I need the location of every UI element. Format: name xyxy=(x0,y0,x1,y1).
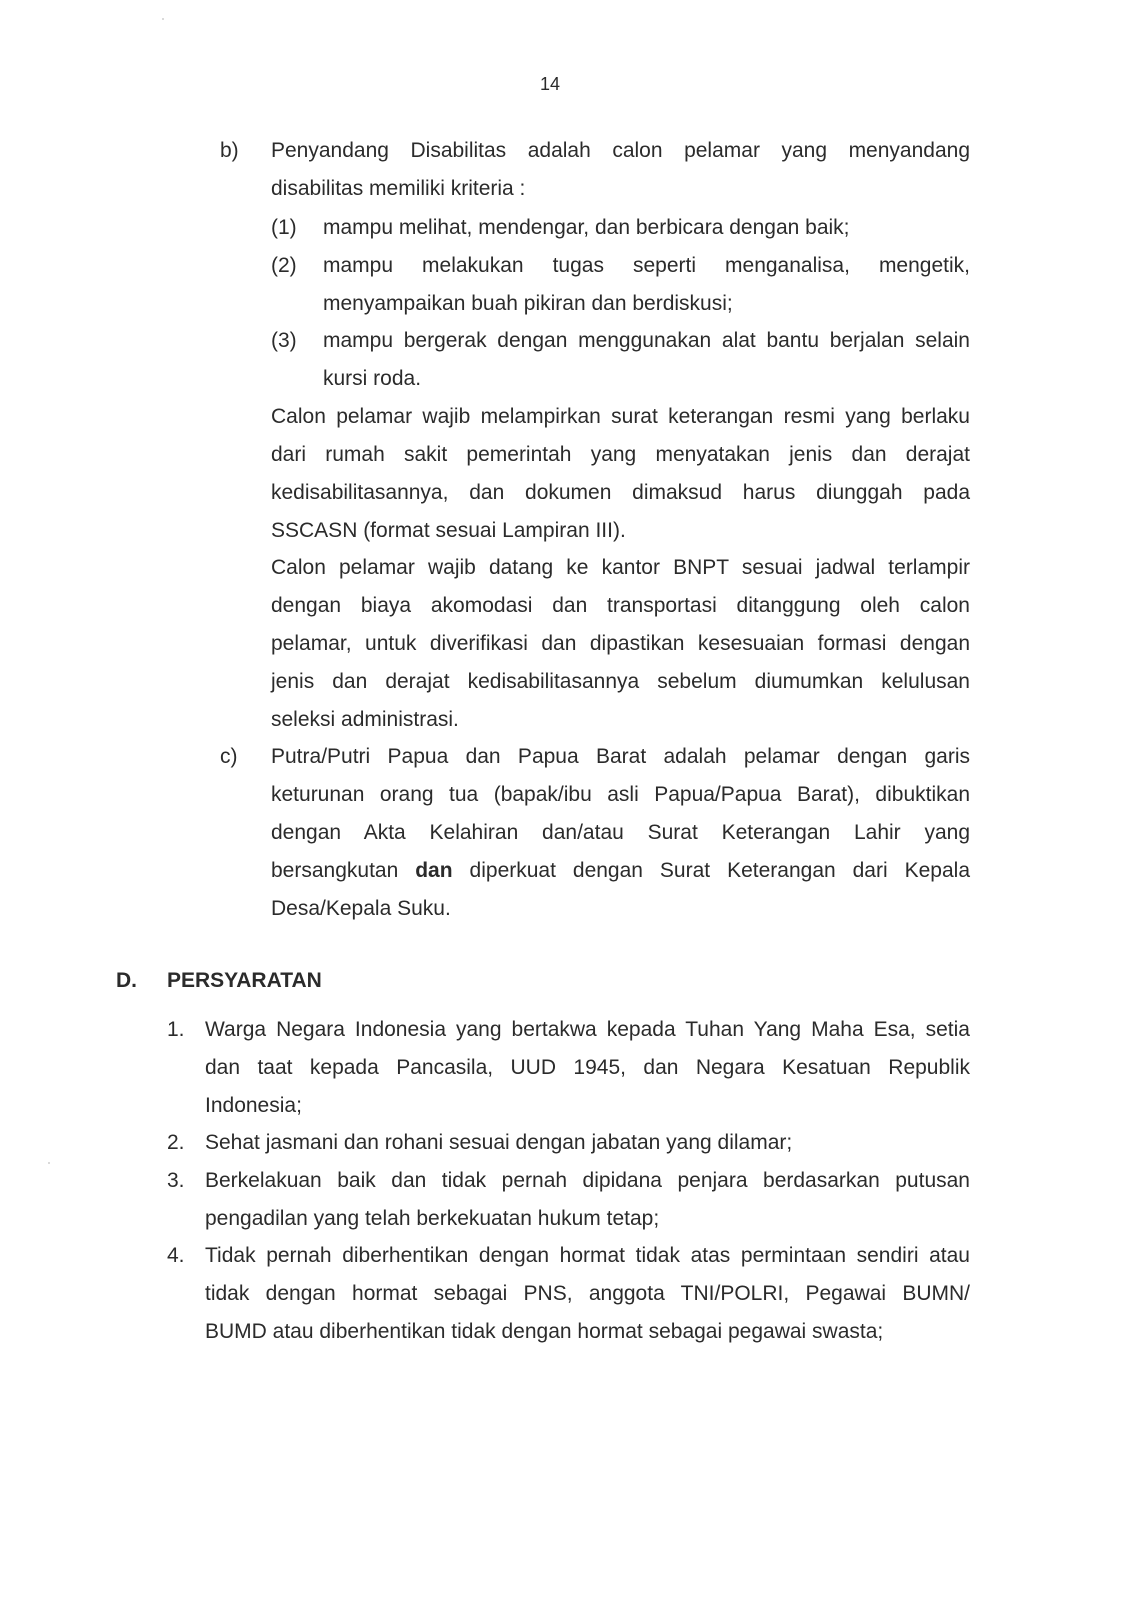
requirement-3 xyxy=(205,1162,970,1238)
text-line: Warga Negara Indonesia yang bertakwa kepada Tuhan Yang Maha Esa, setia xyxy=(205,1018,970,1041)
text-line: mampu melakukan tugas seperti menganalisa, mengetik, xyxy=(323,254,970,277)
text-line: dengan Akta Kelahiran dan/atau Surat Keterangan Lahir yang xyxy=(271,821,970,844)
criterion-number: (3) xyxy=(271,329,297,352)
text-line: dengan biaya akomodasi dan transportasi ditanggung oleh calon xyxy=(271,594,970,617)
text-line xyxy=(271,852,970,890)
criterion-2 xyxy=(323,247,970,323)
text-line: mampu melihat, mendengar, dan berbicara dengan baik; xyxy=(323,216,850,239)
text-fragment: diperkuat dengan Surat Keterangan dari Kepala xyxy=(469,859,970,882)
requirement-2 xyxy=(205,1124,970,1162)
text-line: seleksi administrasi. xyxy=(271,708,459,731)
item-b-paragraph-verification xyxy=(271,549,970,739)
text-line: pengadilan yang telah berkekuatan hukum tetap; xyxy=(205,1207,660,1230)
criterion-number: (2) xyxy=(271,254,297,277)
criterion-1 xyxy=(323,209,970,247)
text-line: tidak dengan hormat sebagai PNS, anggota TNI/POLRI, Pegawai BUMN/ xyxy=(205,1282,970,1305)
requirement-number: 1. xyxy=(167,1018,185,1041)
text-line: Indonesia; xyxy=(205,1094,302,1117)
text-line: BUMD atau diberhentikan tidak dengan hormat sebagai pegawai swasta; xyxy=(205,1320,884,1343)
text-line: SSCASN (format sesuai Lampiran III). xyxy=(271,519,626,542)
item-c-label: c) xyxy=(220,745,238,768)
text-line: jenis dan derajat kedisabilitasannya sebelum diumumkan kelulusan xyxy=(271,670,970,693)
page-number: 14 xyxy=(539,74,561,94)
item-c-text xyxy=(271,738,970,928)
requirement-1 xyxy=(205,1011,970,1125)
text-line: Calon pelamar wajib datang ke kantor BNPT sesuai jadwal terlampir xyxy=(271,556,970,579)
requirement-number: 4. xyxy=(167,1244,185,1267)
text-line: mampu bergerak dengan menggunakan alat bantu berjalan selain xyxy=(323,329,970,352)
text-fragment: bersangkutan xyxy=(271,859,399,882)
item-b-label: b) xyxy=(220,139,239,162)
text-line: dan taat kepada Pancasila, UUD 1945, dan Negara Kesatuan Republik xyxy=(205,1056,970,1079)
item-b-intro xyxy=(271,132,970,208)
text-line: Sehat jasmani dan rohani sesuai dengan jabatan yang dilamar; xyxy=(205,1131,793,1154)
text-line: dari rumah sakit pemerintah yang menyatakan jenis dan derajat xyxy=(271,443,970,466)
criterion-number: (1) xyxy=(271,216,297,239)
text-line: Putra/Putri Papua dan Papua Barat adalah pelamar dengan garis xyxy=(271,745,970,768)
text-line: Berkelakuan baik dan tidak pernah dipidana penjara berdasarkan putusan xyxy=(205,1169,970,1192)
text-line: pelamar, untuk diverifikasi dan dipastikan kesesuaian formasi dengan xyxy=(271,632,970,655)
emphasis-and: dan xyxy=(415,859,453,882)
criterion-3 xyxy=(323,322,970,398)
text-line: Calon pelamar wajib melampirkan surat keterangan resmi yang berlaku xyxy=(271,405,970,428)
text-line: Penyandang Disabilitas adalah calon pelamar yang menyandang xyxy=(271,139,970,162)
text-line: kursi roda. xyxy=(323,367,422,390)
text-line: menyampaikan buah pikiran dan berdiskusi; xyxy=(323,292,733,315)
text-line: disabilitas memiliki kriteria : xyxy=(271,177,526,200)
text-line: Tidak pernah diberhentikan dengan hormat tidak atas permintaan sendiri atau xyxy=(205,1244,970,1267)
section-letter: D. xyxy=(116,969,137,992)
requirement-number: 3. xyxy=(167,1169,185,1192)
scan-speck xyxy=(162,18,164,20)
requirement-number: 2. xyxy=(167,1131,185,1154)
text-line: kedisabilitasannya, dan dokumen dimaksud harus diunggah pada xyxy=(271,481,970,504)
scan-speck xyxy=(48,1162,50,1164)
text-line: Desa/Kepala Suku. xyxy=(271,897,451,920)
section-title: PERSYARATAN xyxy=(167,969,322,992)
requirement-4 xyxy=(205,1237,970,1351)
text-line: keturunan orang tua (bapak/ibu asli Papua/Papua Barat), dibuktikan xyxy=(271,783,970,806)
item-b-paragraph-certificate xyxy=(271,398,970,550)
